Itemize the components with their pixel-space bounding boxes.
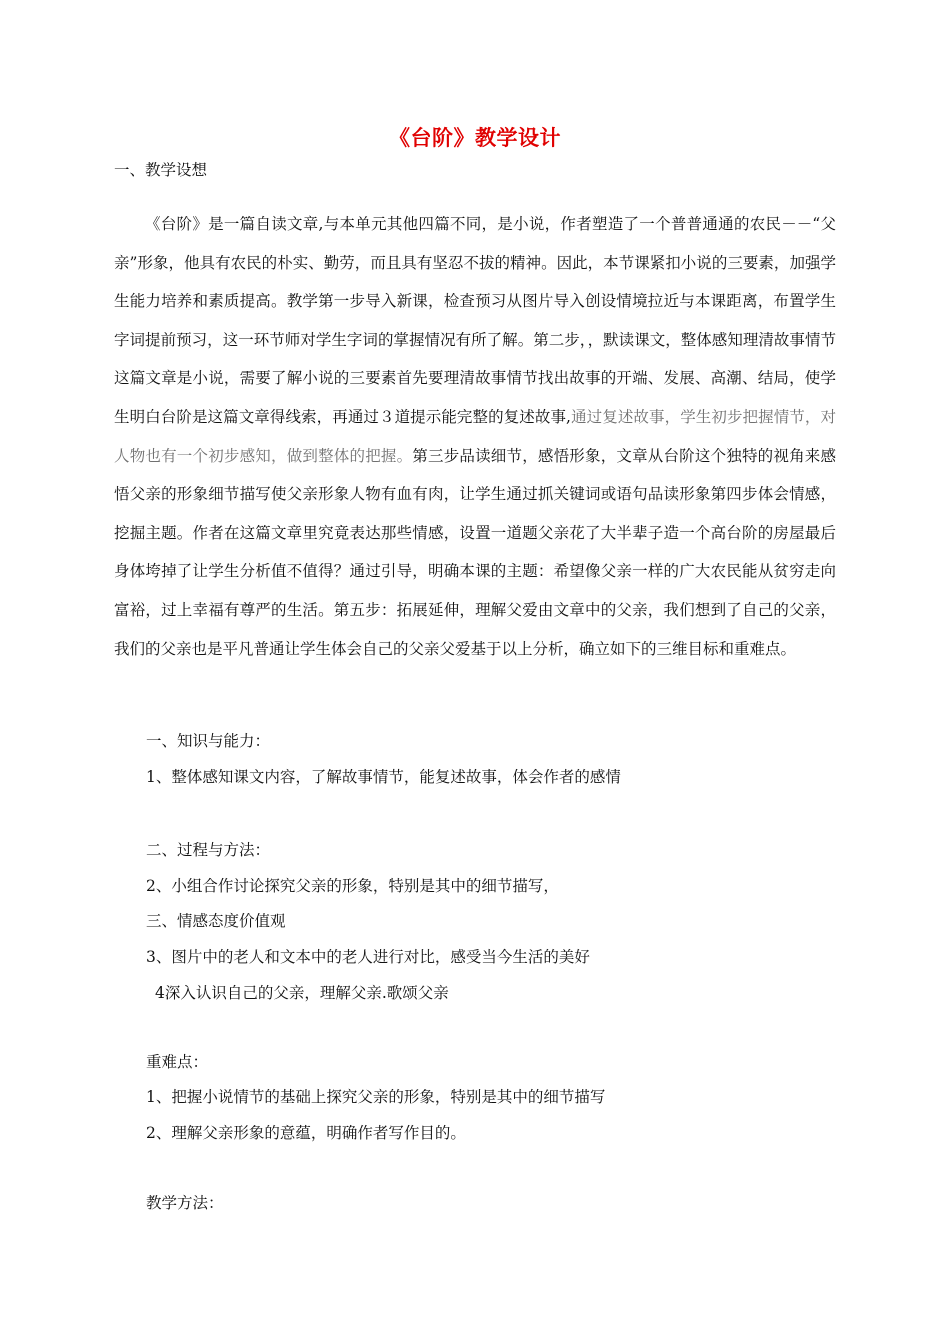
goal-item-4: 4深入认识自己的父亲，理解父亲.歌颂父亲 [155,984,449,1002]
teaching-concept-paragraph [114,205,836,668]
paragraph-text-part2: 通过复述故事，学生初步把握情节，对人物也有一个初步感知，做到整体的把握。 [114,407,836,465]
goal-heading-knowledge: 一、知识与能力： [146,732,271,750]
goal-item-2: 2、小组合作讨论探究父亲的形象，特别是其中的细节描写， [146,877,559,895]
goal-item-3: 3、图片中的老人和文本中的老人进行对比，感受当今生活的美好 [146,948,590,966]
goal-heading-process: 二、过程与方法： [146,841,271,859]
teaching-method-heading: 教学方法： [146,1194,224,1212]
goal-item-1: 1、整体感知课文内容，了解故事情节，能复述故事，体会作者的感情 [146,768,621,786]
paragraph-text-part1: 《台阶》是一篇自读文章,与本单元其他四篇不同，是小说，作者塑造了一个普普通通的农民－－“父亲”形象，他具有农民的朴实、勤劳，而且具有坚忍不拔的精神。因此，本节课紧扣小说的三要素，加强学生能力培养和素质提高。教学第一步导入新课，检查预习从图片导入创设情境拉近与本课距离，布置学生字词提前预习，这一环节师对学生字词的掌握情况有所了解。第二步，，默读课文，整体感知理清故事情节这篇文章是小说，需要了解小说的三要素首先要理清故事情节找出故事的开端、发展、高潮、结局，使学生明白台阶是这篇文章得线索，再通过３道提示能完整的复述故事, [114,215,836,426]
key-point-1: 1、把握小说情节的基础上探究父亲的形象，特别是其中的细节描写 [146,1088,606,1106]
document-title: 《台阶》教学设计 [389,125,561,150]
paragraph-text-part3: 第三步品读细节，感悟形象，文章从台阶这个独特的视角来感悟父亲的形象细节描写使父亲形象人物有血有肉，让学生通过抓关键词或语句品读形象第四步体会情感，挖掘主题。作者在这篇文章里究竟表达那些情感，设置一道题父亲花了大半辈子造一个高台阶的房屋最后身体垮掉了让学生分析值不值得？通过引导，明确本课的主题：希望像父亲一样的广大农民能从贫穷走向富裕，过上幸福有尊严的生活。第五步：拓展延伸，理解父爱由文章中的父亲，我们想到了自己的父亲，我们的父亲也是平凡普通让学生体会自己的父亲父爱基于以上分析，确立如下的三维目标和重难点。 [114,446,836,658]
section-heading: 一、教学设想 [114,161,208,179]
goal-heading-emotion: 三、情感态度价值观 [146,912,286,930]
key-point-2: 2、理解父亲形象的意蕴，明确作者写作目的。 [146,1124,466,1142]
key-points-heading: 重难点： [146,1053,209,1071]
